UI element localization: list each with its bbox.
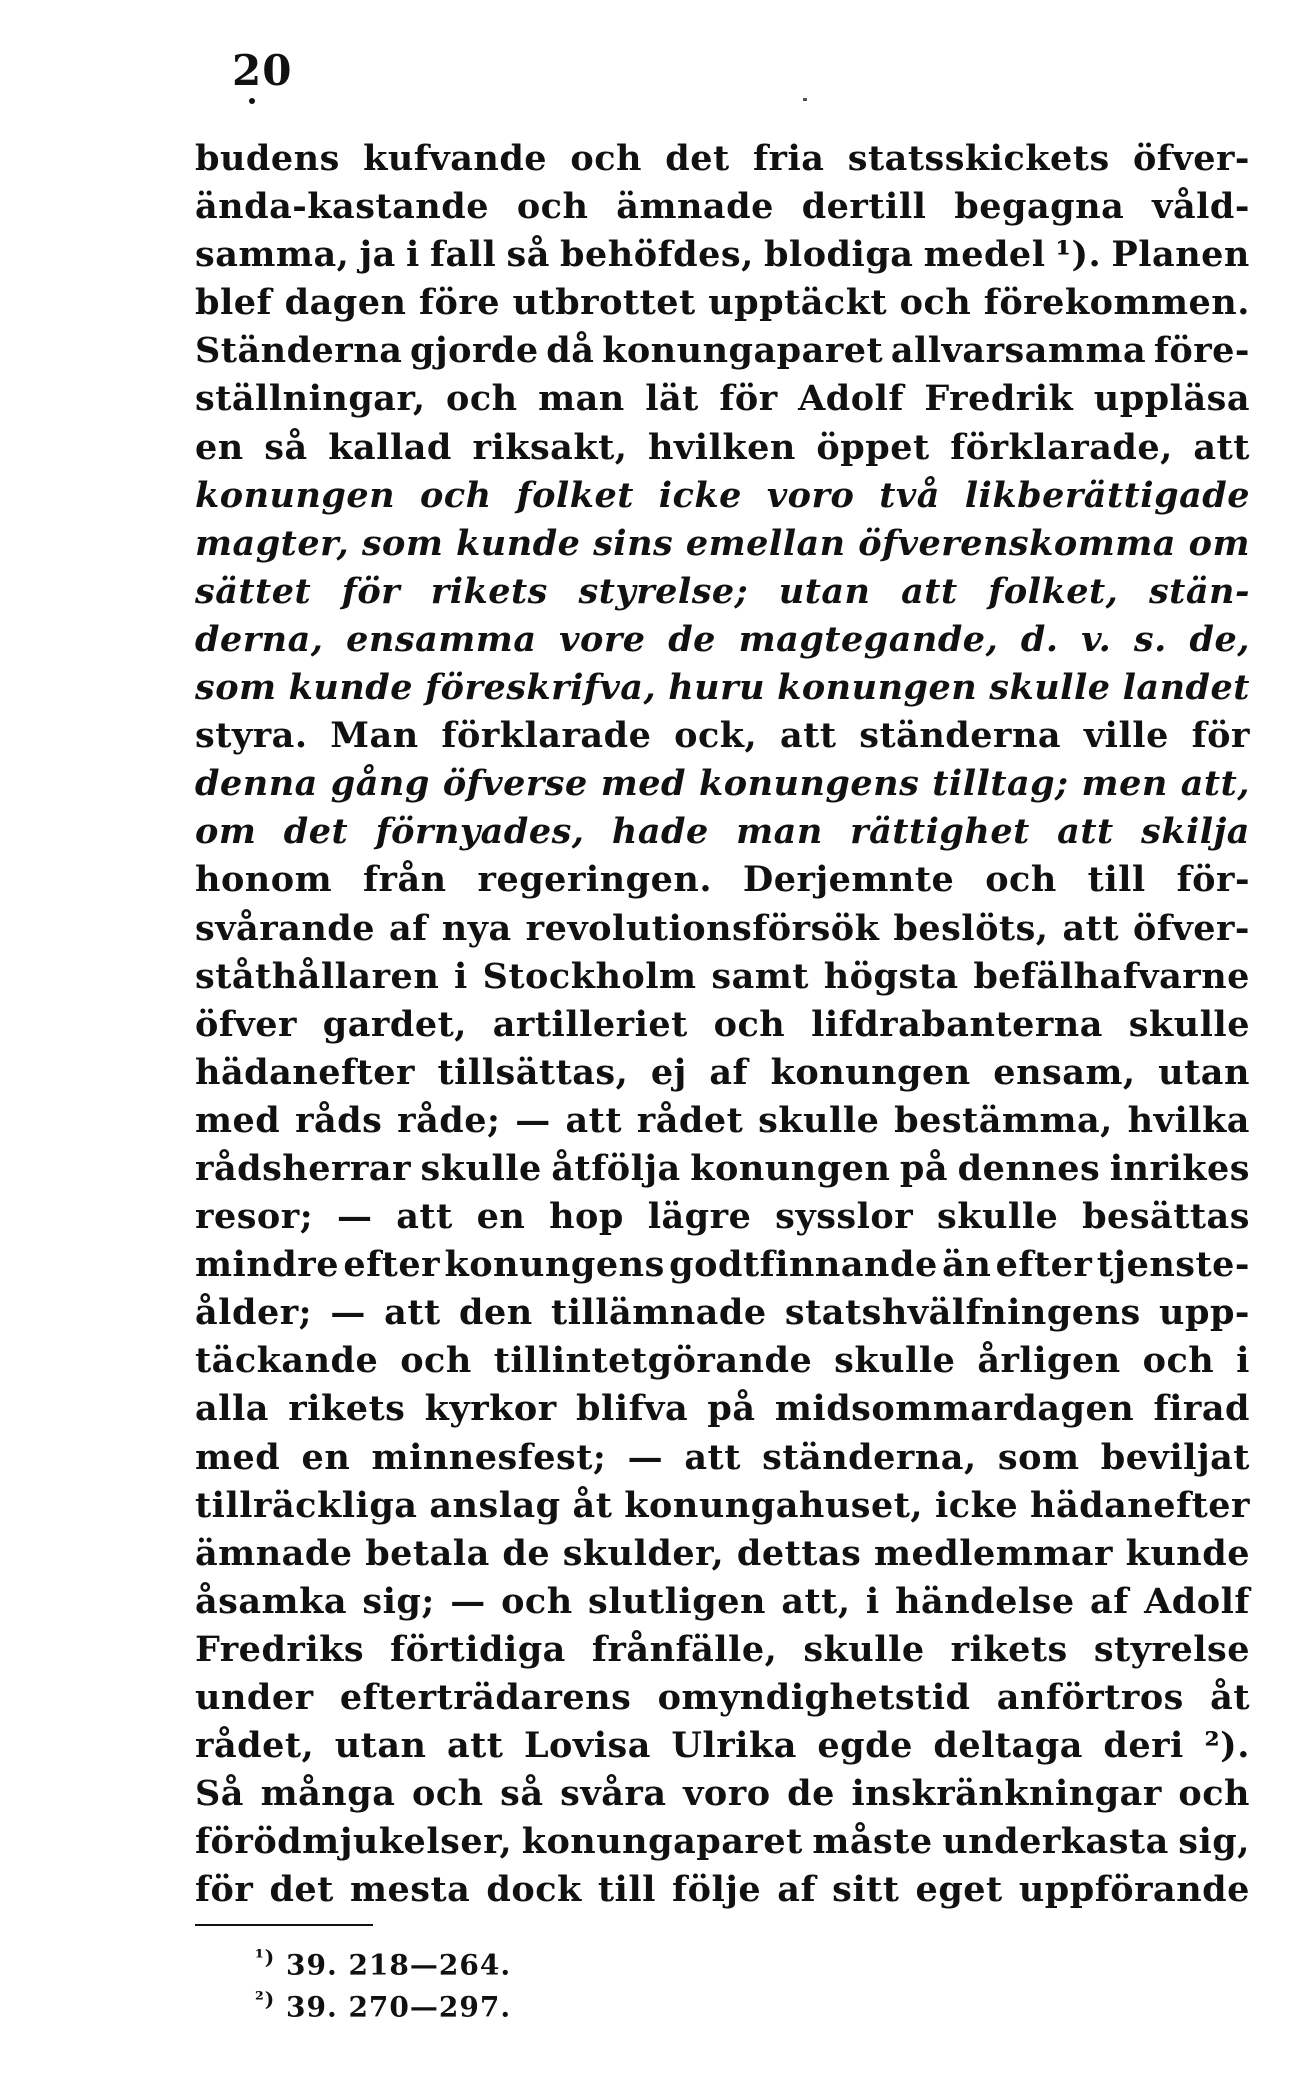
footnote-text: 39. 218—264. [275, 1948, 512, 1982]
page-number: 20 [232, 46, 293, 95]
text-line: rådet, utan att Lovisa Ulrika egde deltaga deri ²). [195, 1725, 1250, 1767]
text-line: blef dagen före utbrottet upptäckt och förekommen. [195, 282, 1250, 324]
text-line: täckande och tillintetgörande skulle årligen och i [195, 1340, 1250, 1382]
text-line: Så många och så svåra voro de inskränkningar och [195, 1773, 1250, 1815]
text-line: hädanefter tillsättas, ej af konungen ensam, utan [195, 1051, 1250, 1093]
footnote [255, 1945, 511, 1987]
text-line: samma, ja i fall så behöfdes, blodiga medel ¹). Planen [195, 234, 1250, 276]
text-line: konungen och folket icke voro två likberättigade [195, 474, 1250, 516]
page-number-dot [249, 98, 255, 104]
text-line: styra. Man förklarade ock, att ständerna ville för [195, 715, 1250, 757]
text-line: ståthållaren i Stockholm samt högsta befälhafvarne [195, 955, 1250, 997]
text-line: tillräckliga anslag åt konungahuset, icke hädanefter [195, 1484, 1250, 1526]
text-line: med råds råde; — att rådet skulle bestämma, hvilka [195, 1099, 1250, 1141]
text-line: som kunde föreskrifva, huru konungen skulle landet [195, 667, 1250, 709]
text-line: alla rikets kyrkor blifva på midsommardagen firad [195, 1388, 1250, 1430]
footnote [255, 1987, 511, 2029]
body-text [195, 138, 1250, 1917]
footnote-mark: ²) [255, 1987, 276, 2011]
text-line: Fredriks förtidiga frånfälle, skulle rikets styrelse [195, 1628, 1250, 1670]
text-line: ämnade betala de skulder, dettas medlemmar kunde [195, 1532, 1250, 1574]
text-line: ställningar, och man lät för Adolf Fredrik uppläsa [195, 378, 1250, 420]
text-line: derna, ensamma vore de magtegande, d. v. s. de, [195, 618, 1250, 660]
text-line: rådsherrar skulle åtfölja konungen på dennes inrikes [195, 1147, 1250, 1189]
text-line: en så kallad riksakt, hvilken öppet förklarade, att [195, 426, 1250, 468]
print-speck [803, 98, 807, 101]
text-line: ända-kastande och ämnade dertill begagna våld- [195, 186, 1250, 228]
text-line: öfver gardet, artilleriet och lifdrabanterna skulle [195, 1003, 1250, 1045]
text-line: sättet för rikets styrelse; utan att folket, stän- [195, 570, 1250, 612]
footnote-mark: ¹) [255, 1945, 276, 1969]
text-line: för det mesta dock till följe af sitt eget uppförande [195, 1869, 1250, 1911]
text-line: med en minnesfest; — att ständerna, som beviljat [195, 1436, 1250, 1478]
text-line: om det förnyades, hade man rättighet att skilja [195, 811, 1250, 853]
text-line: förödmjukelser, konungaparet måste underkasta sig, [195, 1821, 1250, 1863]
text-line: budens kufvande och det fria statsskickets öfver- [195, 138, 1250, 179]
footnote-text: 39. 270—297. [275, 1990, 512, 2024]
text-line: denna gång öfverse med konungens tilltag; men att, [195, 763, 1250, 805]
text-line: ålder; — att den tillämnade statshvälfningens upp- [195, 1292, 1250, 1334]
text-line: under efterträdarens omyndighetstid anförtros åt [195, 1677, 1250, 1718]
text-line: mindre efter konungens godtfinnande än efter tjenste- [195, 1244, 1250, 1286]
footnotes [255, 1945, 511, 2029]
text-line: åsamka sig; — och slutligen att, i händelse af Adolf [195, 1580, 1250, 1622]
text-line: honom från regeringen. Derjemnte och till för- [195, 859, 1250, 901]
text-line: svårande af nya revolutionsförsök beslöts, att öfver- [195, 907, 1250, 949]
text-line: magter, som kunde sins emellan öfverenskomma om [195, 522, 1250, 564]
text-line: resor; — att en hop lägre sysslor skulle besättas [195, 1196, 1250, 1238]
footnote-rule [195, 1924, 373, 1926]
text-line: Ständerna gjorde då konungaparet allvarsamma före- [195, 330, 1250, 372]
